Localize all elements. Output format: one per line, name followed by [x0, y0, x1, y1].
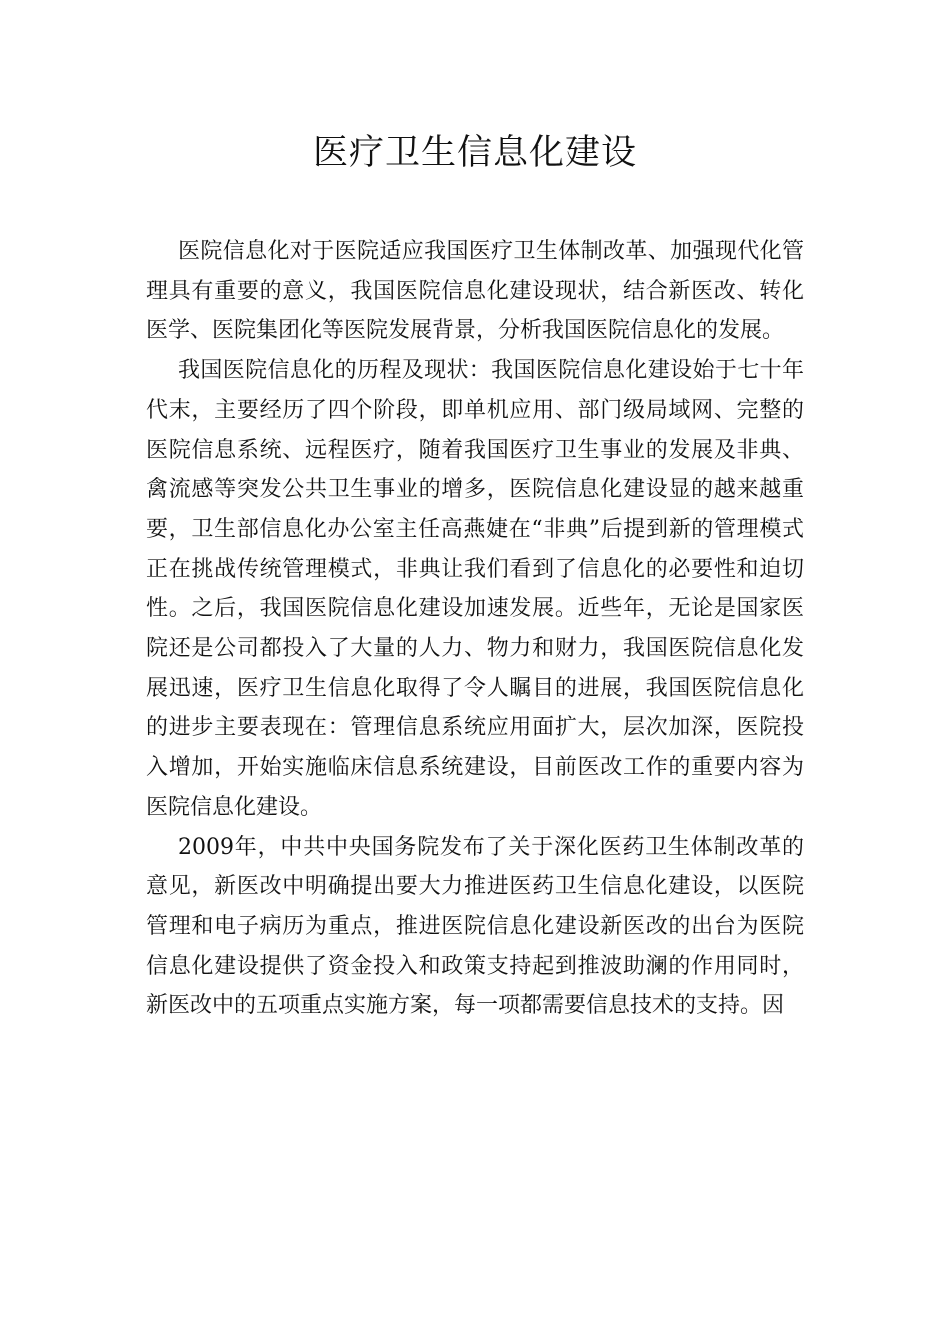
document-title: 医疗卫生信息化建设 [312, 133, 637, 173]
paragraph-reform: 2009年，中共中央国务院发布了关于深化医药卫生体制改革的意见，新医改中明确提出要大力推进医药卫生信息化建设，以医院管理和电子病历为重点，推进医院信息化建设新医改的出台为医院信息化建设提供了资金投入和政策支持起到推波助澜的作用同时，新医改中的五项重点实施方案，每一项都需要信息技术的支持。因 [146, 834, 804, 1019]
paragraph-history: 我国医院信息化的历程及现状：我国医院信息化建设始于七十年代末，主要经历了四个阶段，即单机应用、部门级局域网、完整的医院信息系统、远程医疗，随着我国医疗卫生事业的发展及非典、禽流感等突发公共卫生事业的增多，医院信息化建设显的越来越重要，卫生部信息化办公室主任高燕婕在“非典”后提到新的管理模式正在挑战传统管理模式，非典让我们看到了信息化的必要性和迫切性。之后，我国医院信息化建设加速发展。近些年，无论是国家医院还是公司都投入了大量的人力、物力和财力，我国医院信息化发展迅速，医疗卫生信息化取得了令人瞩目的进展，我国医院信息化的进步主要表现在：管理信息系统应用面扩大，层次加深，医院投入增加，开始实施临床信息系统建设，目前医改工作的重要内容为医院信息化建设。 [146, 358, 804, 820]
document-body [146, 232, 804, 1026]
paragraph-intro: 医院信息化对于医院适应我国医疗卫生体制改革、加强现代化管理具有重要的意义，我国医院信息化建设现状，结合新医改、转化医学、医院集团化等医院发展背景，分析我国医院信息化的发展。 [146, 239, 804, 344]
